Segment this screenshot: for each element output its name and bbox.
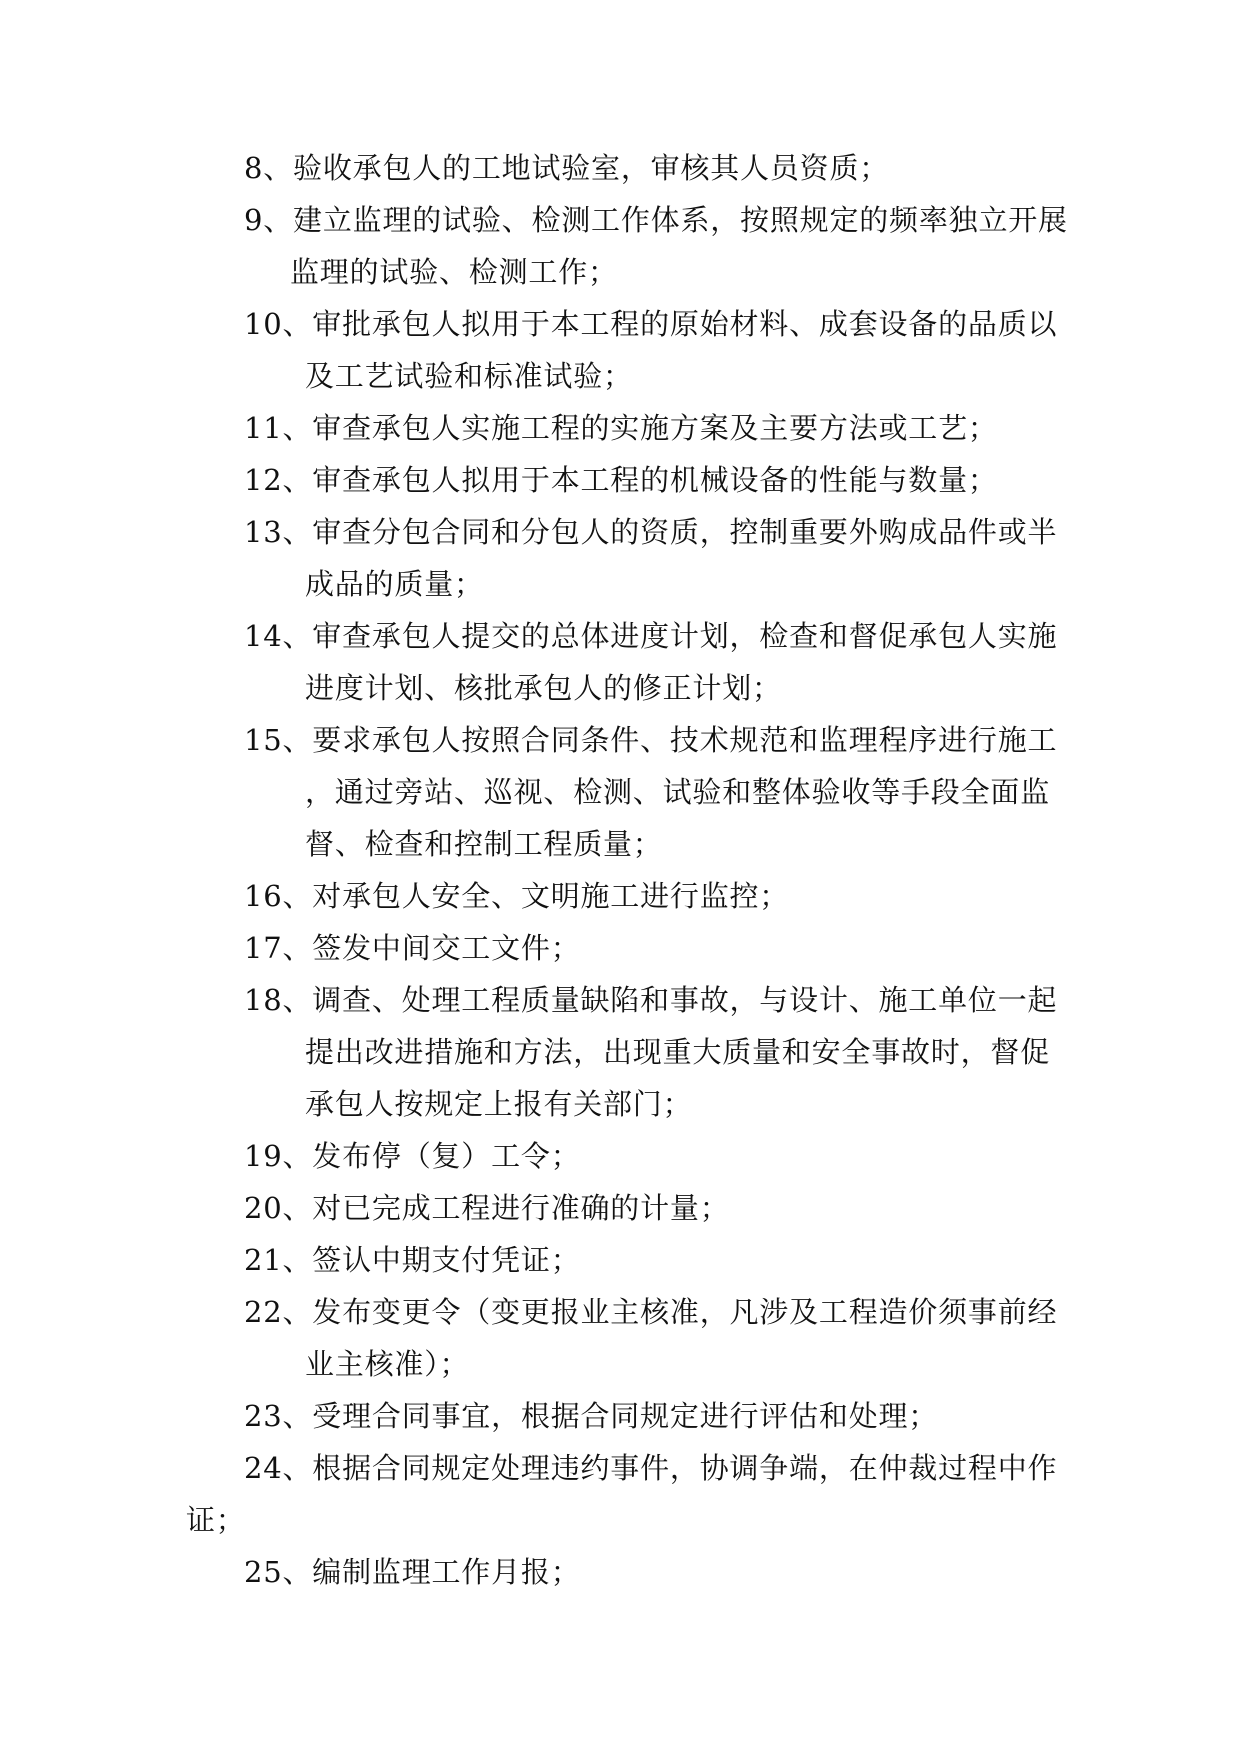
list-item-13-line-2: 成品的质量； — [305, 567, 484, 601]
list-item-23-line-1: 23、受理合同事宜，根据合同规定进行评估和处理； — [244, 1399, 939, 1433]
list-item-22-line-2: 业主核准）； — [305, 1347, 470, 1381]
list-item-14-line-1: 14、审查承包人提交的总体进度计划，检查和督促承包人实施 — [244, 619, 1058, 653]
list-item-9-line-1: 9、建立监理的试验、检测工作体系，按照规定的频率独立开展 — [244, 203, 1068, 237]
list-item-13-line-1: 13、审查分包合同和分包人的资质，控制重要外购成品件或半 — [244, 515, 1058, 549]
list-item-18-line-3: 承包人按规定上报有关部门； — [305, 1087, 693, 1121]
list-item-10-line-1: 10、审批承包人拟用于本工程的原始材料、成套设备的品质以 — [244, 307, 1058, 341]
list-item-20-line-1: 20、对已完成工程进行准确的计量； — [244, 1191, 730, 1225]
list-item-10-line-2: 及工艺试验和标准试验； — [305, 359, 633, 393]
list-item-11-line-1: 11、审查承包人实施工程的实施方案及主要方法或工艺； — [244, 411, 998, 445]
list-item-15-line-1: 15、要求承包人按照合同条件、技术规范和监理程序进行施工 — [244, 723, 1058, 757]
list-item-22-line-1: 22、发布变更令（变更报业主核准，凡涉及工程造价须事前经 — [244, 1295, 1058, 1329]
list-item-14-line-2: 进度计划、核批承包人的修正计划； — [305, 671, 782, 705]
list-item-15-line-2: ，通过旁站、巡视、检测、试验和整体验收等手段全面监 — [305, 775, 1051, 809]
list-item-12-line-1: 12、审查承包人拟用于本工程的机械设备的性能与数量； — [244, 463, 998, 497]
list-item-24-line-2: 证； — [186, 1503, 246, 1537]
list-item-18-line-1: 18、调查、处理工程质量缺陷和事故，与设计、施工单位一起 — [244, 983, 1058, 1017]
list-item-16-line-1: 16、对承包人安全、文明施工进行监控； — [244, 879, 790, 913]
list-item-8-line-1: 8、验收承包人的工地试验室，审核其人员资质； — [244, 151, 890, 185]
list-item-17-line-1: 17、签发中间交工文件； — [244, 931, 581, 965]
list-item-24-line-1: 24、根据合同规定处理违约事件，协调争端，在仲裁过程中作 — [244, 1451, 1058, 1485]
list-item-18-line-2: 提出改进措施和方法，出现重大质量和安全事故时，督促 — [305, 1035, 1051, 1069]
list-item-9-line-2: 监理的试验、检测工作； — [290, 255, 618, 289]
list-item-25-line-1: 25、编制监理工作月报； — [244, 1555, 581, 1589]
list-item-19-line-1: 19、发布停（复）工令； — [244, 1139, 581, 1173]
list-item-21-line-1: 21、签认中期支付凭证； — [244, 1243, 581, 1277]
list-item-15-line-3: 督、检查和控制工程质量； — [305, 827, 663, 861]
